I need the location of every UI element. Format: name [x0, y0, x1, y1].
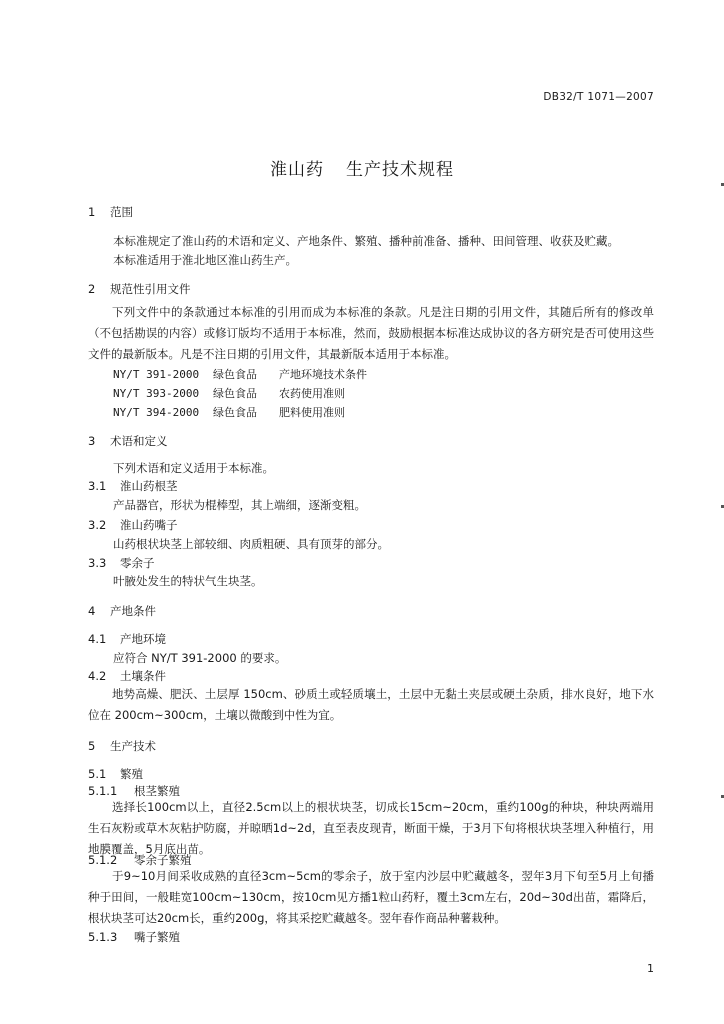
subsection-5-1-3-heading: 5.1.3 嘴子繁殖 — [88, 930, 180, 944]
section-3-heading: 3 术语和定义 — [88, 434, 168, 448]
definition-3-3-heading: 3.3 零余子 — [88, 556, 155, 570]
reference-item: NY/T 394-2000 绿色食品 肥料使用准则 — [113, 406, 345, 419]
document-number: DB32/T 1071—2007 — [543, 91, 654, 103]
section-3-intro: 下列术语和定义适用于本标准。 — [113, 461, 274, 475]
section-1-para-2: 本标准适用于淮北地区淮山药生产。 — [113, 253, 297, 267]
section-1-para-1: 本标准规定了淮山药的术语和定义、产地条件、繁殖、播种前准备、播种、田间管理、收获及贮藏。 — [113, 234, 619, 248]
subsection-5-1-heading: 5.1 繁殖 — [88, 767, 143, 781]
title-part2: 生产技术规程 — [346, 160, 454, 180]
subsection-5-1-1-heading: 5.1.1 根茎繁殖 — [88, 784, 180, 798]
definition-3-2-text: 山药根状块茎上部较细、肉质粗硬、具有顶芽的部分。 — [113, 537, 389, 551]
document-title — [0, 155, 724, 180]
page-number: 1 — [647, 962, 654, 975]
definition-3-3-text: 叶腋处发生的特状气生块茎。 — [113, 574, 263, 588]
reference-item: NY/T 393-2000 绿色食品 农药使用准则 — [113, 387, 345, 400]
subsection-5-1-2-heading: 5.1.2 零余子繁殖 — [88, 853, 192, 867]
reference-item: NY/T 391-2000 绿色食品 产地环境技术条件 — [113, 368, 367, 381]
section-4-heading: 4 产地条件 — [88, 604, 156, 618]
subsection-5-1-2-text: 于9~10月间采收成熟的直径3cm~5cm的零余子，放于室内沙层中贮藏越冬，翌年3月下旬至5月上旬播种于田间，一般畦宽100cm~130cm，按10cm见方播1粒山药籽，覆土3cm左右，20d~30d出苗，霜降后，根状块茎可达20cm长，重约200g，将其采挖贮藏越冬。翌年春作商品种薯栽种。 — [88, 869, 654, 925]
section-2-heading: 2 规范性引用文件 — [88, 282, 191, 296]
subsection-5-1-1-text: 选择长100cm以上，直径2.5cm以上的根状块茎，切成长15cm~20cm，重约100g的种块，种块两端用生石灰粉或草木灰粘护防腐，并晾晒1d~2d，直至表皮现青，断面干燥，于3月下旬将根状块茎埋入种植行，用地膜覆盖，5月底出苗。 — [88, 800, 654, 856]
definition-3-1-text: 产品器官，形状为棍棒型，其上端细，逐渐变粗。 — [113, 498, 366, 512]
subsection-4-2-heading: 4.2 土壤条件 — [88, 669, 166, 683]
definition-3-1-heading: 3.1 淮山药根茎 — [88, 479, 178, 493]
title-part1: 淮山药 — [270, 160, 324, 180]
subsection-4-2-text: 地势高燥、肥沃、土层厚 150cm、砂质土或轻质壤土，土层中无黏土夹层或硬土杂质，排水良好，地下水位在 200cm~300cm，土壤以微酸到中性为宜。 — [88, 687, 654, 722]
section-5-heading: 5 生产技术 — [88, 739, 156, 753]
section-2-para-1: 下列文件中的条款通过本标准的引用而成为本标准的条款。凡是注日期的引用文件，其随后所有的修改单（不包括勘误的内容）或修订版均不适用于本标准，然而，鼓励根据本标准达成协议的各方研究是否可使用这些文件的最新版本。凡是不注日期的引用文件，其最新版本适用于本标准。 — [88, 305, 654, 361]
subsection-4-1-text: 应符合 NY/T 391-2000 的要求。 — [113, 651, 287, 665]
section-1-heading: 1 范围 — [88, 205, 133, 219]
definition-3-2-heading: 3.2 淮山药嘴子 — [88, 518, 178, 532]
subsection-4-1-heading: 4.1 产地环境 — [88, 632, 166, 646]
